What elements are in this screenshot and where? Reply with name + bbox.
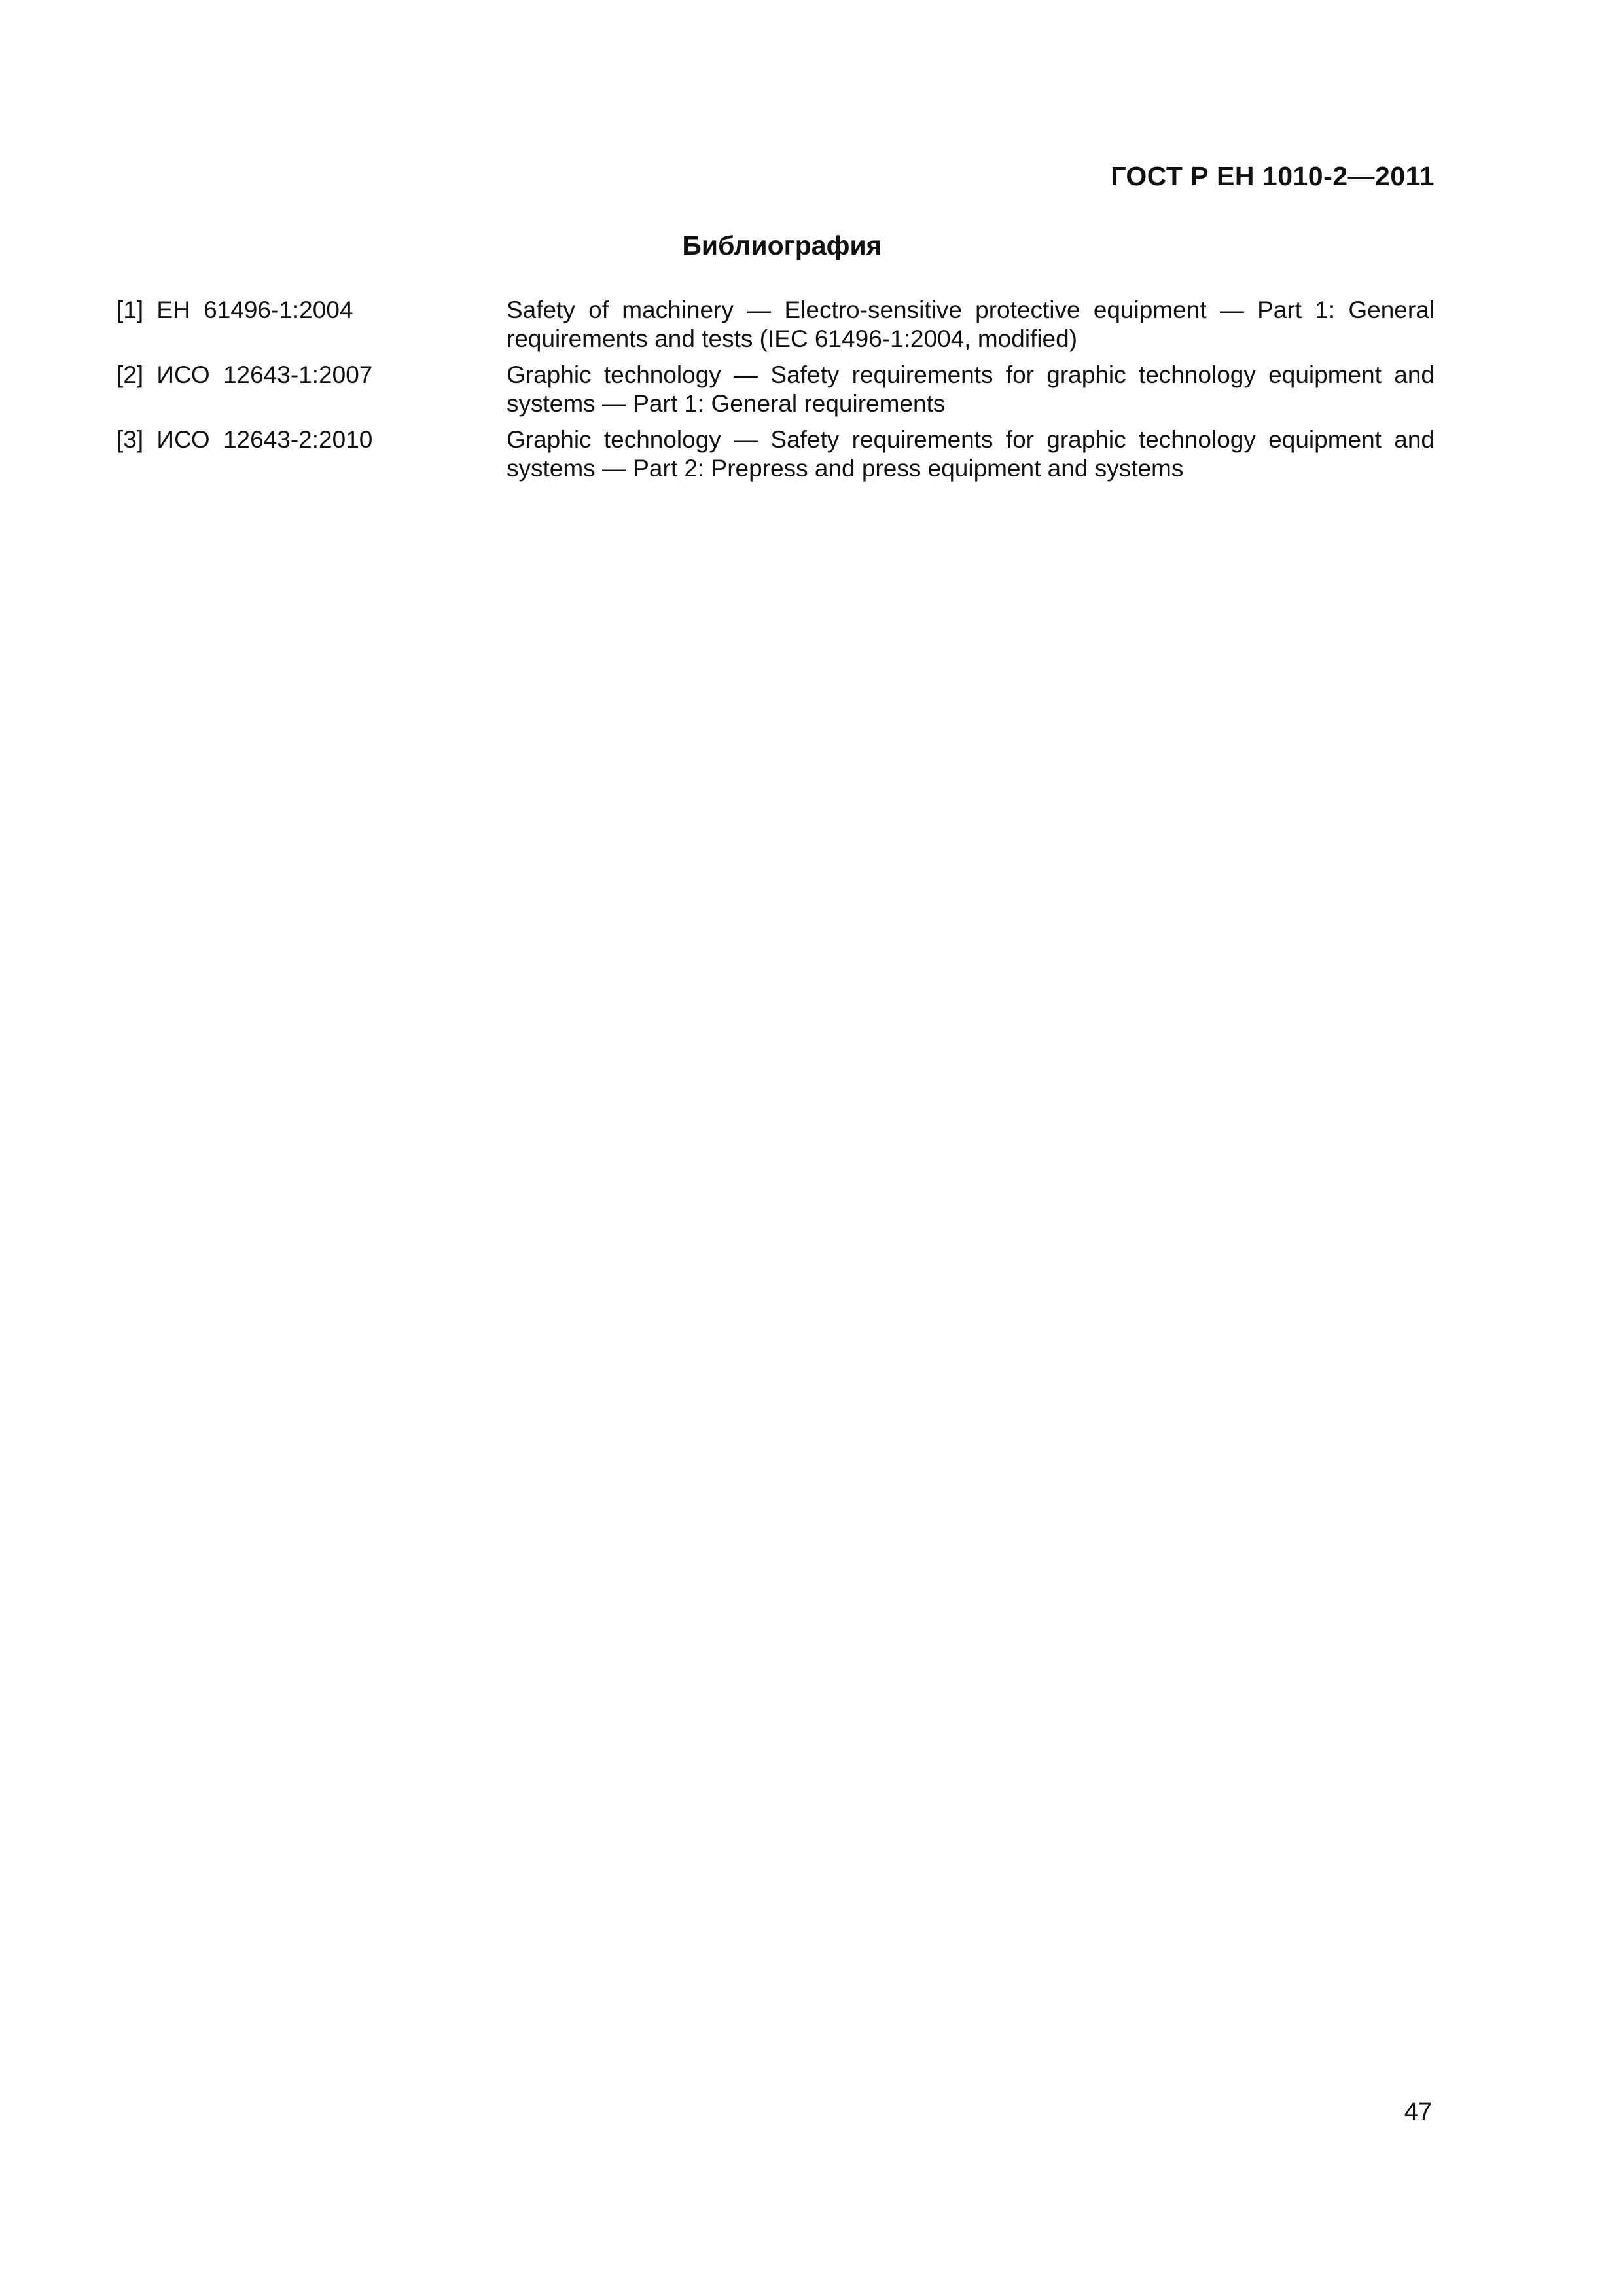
bibliography-title: Библиография	[682, 230, 882, 260]
bibliography-entry	[116, 425, 1435, 483]
bibliography-entry	[116, 296, 1435, 353]
bibliography-ref: [2] ИСО 12643-1:2007	[116, 361, 373, 388]
bibliography-ref: [1] ЕН 61496-1:2004	[116, 296, 353, 323]
bibliography-list	[116, 296, 1435, 490]
bibliography-text: Graphic technology — Safety requirements for graphic technology equipment and systems — Part 1: General requirements	[507, 361, 1435, 417]
page-number: 47	[1404, 2098, 1432, 2126]
bibliography-entry	[116, 361, 1435, 418]
standard-code-header: ГОСТ Р ЕН 1010-2—2011	[1111, 161, 1435, 191]
bibliography-text: Safety of machinery — Electro-sensitive protective equipment — Part 1: General requirements and tests (IEC 61496-1:2004, modified)	[507, 296, 1435, 352]
bibliography-text: Graphic technology — Safety requirements for graphic technology equipment and systems — Part 2: Prepress and press equipment and systems	[507, 426, 1435, 482]
bibliography-ref: [3] ИСО 12643-2:2010	[116, 426, 373, 453]
